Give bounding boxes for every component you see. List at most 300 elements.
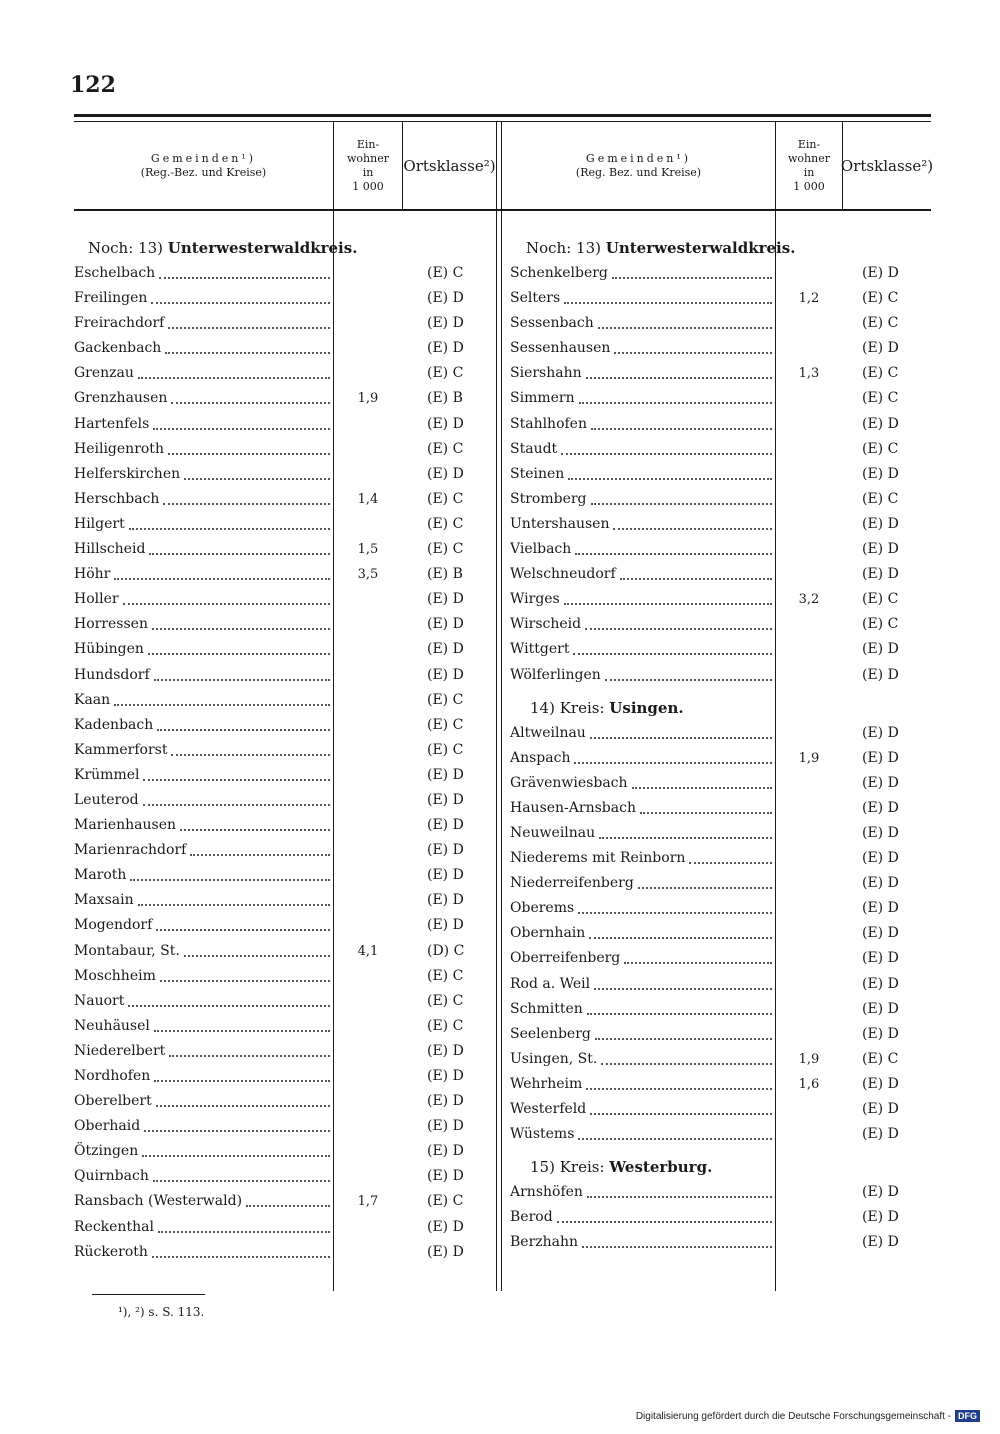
table-header-rule	[74, 209, 931, 211]
table-row	[510, 921, 930, 946]
ortsklasse-value: (E) D	[427, 641, 464, 658]
ortsklasse-value: (E) C	[427, 741, 464, 758]
ortsklasse-value: (E) C	[427, 365, 464, 382]
gemeinde-cell	[510, 796, 772, 821]
table-row	[74, 813, 494, 838]
gemeinde-cell	[74, 311, 330, 336]
dot-leader	[151, 301, 330, 304]
gemeinde-cell	[510, 512, 772, 537]
dot-leader	[614, 351, 772, 354]
gemeinde-name: Hillscheid	[74, 537, 149, 562]
ortsklasse-value: (E) C	[862, 365, 899, 382]
table-row	[510, 871, 930, 896]
dot-leader	[564, 301, 772, 304]
dot-leader	[152, 1255, 330, 1258]
table-row	[74, 487, 494, 512]
gemeinde-name: Ransbach (Westerwald)	[74, 1189, 246, 1214]
dot-leader	[605, 678, 772, 681]
gemeinde-cell	[74, 939, 330, 964]
table-row	[510, 1205, 930, 1230]
table-row	[74, 562, 494, 587]
dot-leader	[578, 911, 772, 914]
gemeinde-name: Niederelbert	[74, 1039, 169, 1064]
ortsklasse-value: (E) D	[862, 850, 899, 867]
table-row	[510, 612, 930, 637]
table-row	[510, 972, 930, 997]
footnote: ¹), ²) s. S. 113.	[118, 1305, 205, 1319]
dot-leader	[149, 552, 330, 555]
gemeinde-cell	[510, 921, 772, 946]
table-row	[510, 361, 930, 386]
dfg-logo: DFG	[955, 1410, 980, 1422]
einwohner-value: 1,7	[357, 1194, 379, 1210]
ortsklasse-value: (E) C	[427, 440, 464, 457]
section-prefix: 15) Kreis:	[530, 1158, 605, 1177]
table-row	[74, 361, 494, 386]
dot-leader	[689, 861, 772, 864]
gemeinde-name: Herschbach	[74, 487, 163, 512]
gemeinde-cell	[510, 972, 772, 997]
gemeinde-cell	[510, 311, 772, 336]
table-row	[74, 637, 494, 662]
gemeinde-name: Steinen	[510, 462, 568, 487]
gemeinde-name: Arnshöfen	[510, 1180, 587, 1205]
dot-leader	[613, 527, 772, 530]
gemeinde-name: Kammerforst	[74, 738, 171, 763]
gemeinde-name: Holler	[74, 587, 123, 612]
gemeinde-name: Höhr	[74, 562, 114, 587]
table-row	[510, 663, 930, 688]
ortsklasse-value: (E) C	[862, 315, 899, 332]
gemeinde-cell	[74, 412, 330, 437]
dot-leader	[184, 954, 330, 957]
gemeinde-name: Eschelbach	[74, 261, 159, 286]
dot-leader	[585, 627, 772, 630]
ortsklasse-value: (E) C	[427, 515, 464, 532]
gemeinde-name: Hartenfels	[74, 412, 153, 437]
dot-leader	[168, 452, 330, 455]
ortsklasse-value: (E) D	[862, 925, 899, 942]
table-row	[510, 462, 930, 487]
table-row	[74, 1139, 494, 1164]
ortsklasse-value: (E) D	[427, 791, 464, 808]
ortsklasse-value: (E) D	[427, 1218, 464, 1235]
einwohner-value: 1,6	[798, 1076, 820, 1092]
ortsklasse-value: (E) C	[862, 591, 899, 608]
table-row	[510, 386, 930, 411]
gemeinde-name: Grenzau	[74, 361, 138, 386]
gemeinde-name: Oberreifenberg	[510, 946, 624, 971]
einwohner-value: 1,9	[357, 391, 379, 407]
dot-leader	[589, 936, 772, 939]
left-column	[74, 236, 494, 1265]
gemeinde-cell	[510, 286, 772, 311]
table-row	[74, 1240, 494, 1265]
ortsklasse-value: (E) D	[427, 616, 464, 633]
section-title	[510, 696, 930, 721]
ortsklasse-value: (E) D	[862, 265, 899, 281]
table-row	[510, 1047, 930, 1072]
gemeinde-name: Schmitten	[510, 997, 587, 1022]
ortsklasse-value: (E) D	[862, 1025, 899, 1042]
credit-text: Digitalisierung gefördert durch die Deutsche Forschungsgemeinschaft -	[635, 1410, 951, 1422]
gemeinde-cell	[74, 663, 330, 688]
dot-leader	[573, 652, 772, 655]
table-row	[510, 846, 930, 871]
ortsklasse-value: (E) D	[427, 1118, 464, 1135]
table-row	[510, 537, 930, 562]
table-row	[74, 311, 494, 336]
ortsklasse-value: (E) D	[427, 1042, 464, 1059]
ortsklasse-value: (E) C	[862, 440, 899, 457]
dot-leader	[143, 803, 330, 806]
ortsklasse-value: (E) D	[427, 1143, 464, 1160]
dot-leader	[129, 527, 330, 530]
gemeinde-cell	[510, 1205, 772, 1230]
gemeinde-cell	[74, 437, 330, 462]
gemeinde-name: Kadenbach	[74, 713, 157, 738]
ortsklasse-value: (E) C	[427, 967, 464, 984]
dot-leader	[587, 1195, 772, 1198]
gemeinde-name: Niederreifenberg	[510, 871, 638, 896]
ortsklasse-value: (E) C	[862, 1050, 899, 1067]
gemeinde-name: Niederems mit Reinborn	[510, 846, 689, 871]
dot-leader	[568, 477, 772, 480]
ortsklasse-value: (E) D	[862, 340, 899, 357]
section-name: Unterwesterwaldkreis.	[605, 239, 796, 257]
gemeinde-cell	[510, 261, 772, 286]
table-row	[74, 939, 494, 964]
table-row	[510, 896, 930, 921]
gemeinde-name: Anspach	[510, 746, 574, 771]
dot-leader	[168, 326, 330, 329]
gemeinde-cell	[510, 386, 772, 411]
ortsklasse-value: (E) D	[862, 774, 899, 791]
gemeinde-cell	[74, 813, 330, 838]
einwohner-value: 1,4	[357, 491, 379, 507]
gemeinde-name: Hübingen	[74, 637, 148, 662]
gemeinde-cell	[74, 512, 330, 537]
dot-leader	[157, 728, 330, 731]
digitization-credit	[636, 1410, 980, 1422]
table-row	[74, 286, 494, 311]
gemeinde-name: Heiligenroth	[74, 437, 168, 462]
gemeinde-name: Hausen-Arnsbach	[510, 796, 640, 821]
einwohner-value: 4,1	[357, 943, 379, 959]
ortsklasse-value: (E) D	[862, 950, 899, 967]
dot-leader	[590, 736, 772, 739]
table-row	[510, 286, 930, 311]
dot-leader	[142, 1154, 330, 1157]
gemeinde-cell	[510, 537, 772, 562]
dot-leader	[180, 828, 330, 831]
dot-leader	[156, 928, 330, 931]
gemeinde-name: Leuterod	[74, 788, 143, 813]
gemeinde-cell	[510, 1230, 772, 1255]
table-row	[510, 587, 930, 612]
gemeinde-cell	[510, 1180, 772, 1205]
dot-leader	[601, 1062, 772, 1065]
table-row	[74, 964, 494, 989]
gemeinde-cell	[510, 1022, 772, 1047]
gemeinde-cell	[74, 487, 330, 512]
gemeinde-cell	[510, 1097, 772, 1122]
gemeinde-cell	[74, 1139, 330, 1164]
ortsklasse-value: (E) C	[862, 490, 899, 507]
gemeinde-cell	[510, 587, 772, 612]
dot-leader	[154, 1079, 330, 1082]
ortsklasse-value: (E) D	[427, 1243, 464, 1260]
ortsklasse-value: (E) D	[862, 541, 899, 558]
gemeinde-cell	[510, 821, 772, 846]
einwohner-value: 1,3	[798, 366, 820, 382]
dot-leader	[640, 811, 772, 814]
header-gemeinden-right	[502, 122, 775, 209]
gemeinde-cell	[510, 487, 772, 512]
table-row	[74, 537, 494, 562]
gemeinde-cell	[510, 896, 772, 921]
gemeinde-cell	[510, 412, 772, 437]
ortsklasse-value: (E) D	[862, 515, 899, 532]
header-gemeinden-sub-right: (Reg. Bez. und Kreise)	[575, 165, 702, 179]
header-einwohner-r-l4: 1 000	[793, 179, 825, 193]
gemeinde-cell	[74, 1189, 330, 1214]
ortsklasse-value: (E) D	[427, 892, 464, 909]
gemeinde-name: Untershausen	[510, 512, 613, 537]
gemeinde-cell	[510, 746, 772, 771]
dot-leader	[158, 1230, 330, 1233]
ortsklasse-value: (E) D	[427, 867, 464, 884]
table-row	[510, 1072, 930, 1097]
ortsklasse-value: (E) D	[862, 824, 899, 841]
gemeinde-cell	[74, 261, 330, 286]
ortsklasse-value: (E) D	[862, 975, 899, 992]
ortsklasse-value: (E) D	[862, 641, 899, 658]
gemeinde-name: Rod a. Weil	[510, 972, 594, 997]
gemeinde-name: Stahlhofen	[510, 412, 591, 437]
ortsklasse-value: (E) D	[862, 1075, 899, 1092]
dot-leader	[148, 652, 330, 655]
gemeinde-name: Westerfeld	[510, 1097, 590, 1122]
table-row	[74, 1064, 494, 1089]
ortsklasse-value: (E) C	[427, 716, 464, 733]
dot-leader	[138, 903, 330, 906]
gemeinde-name: Nauort	[74, 989, 128, 1014]
gemeinde-cell	[510, 946, 772, 971]
gemeinde-cell	[510, 462, 772, 487]
gemeinde-name: Wirges	[510, 587, 564, 612]
table-row	[510, 821, 930, 846]
table-row	[510, 487, 930, 512]
dot-leader	[586, 376, 772, 379]
dot-leader	[152, 627, 330, 630]
table-row	[74, 688, 494, 713]
einwohner-value: 3,5	[357, 567, 379, 583]
ortsklasse-value: (D) C	[427, 942, 465, 959]
dot-leader	[578, 1137, 772, 1140]
gemeinde-cell	[74, 1089, 330, 1114]
ortsklasse-value: (E) C	[862, 390, 899, 407]
ortsklasse-value: (E) C	[427, 691, 464, 708]
table-row	[510, 796, 930, 821]
table-row	[510, 997, 930, 1022]
right-rows-1	[510, 261, 930, 688]
dot-leader	[143, 778, 330, 781]
ortsklasse-value: (E) D	[862, 1126, 899, 1143]
ortsklasse-value: (E) D	[862, 749, 899, 766]
gemeinde-cell	[74, 1164, 330, 1189]
gemeinde-cell	[510, 637, 772, 662]
dot-leader	[582, 1245, 772, 1248]
ortsklasse-value: (E) D	[862, 1101, 899, 1117]
gemeinde-name: Kaan	[74, 688, 114, 713]
header-gemeinden-title-right: Gemeinden¹)	[585, 151, 692, 165]
dot-leader	[156, 1104, 330, 1107]
dot-leader	[128, 1004, 330, 1007]
gemeinde-cell	[510, 721, 772, 746]
dot-leader	[590, 1112, 772, 1115]
table-row	[74, 1189, 494, 1214]
ortsklasse-value: (E) D	[862, 875, 899, 892]
table-row	[74, 738, 494, 763]
gemeinde-name: Seelenberg	[510, 1022, 595, 1047]
section-name: Usingen.	[609, 698, 684, 717]
gemeinde-cell	[74, 612, 330, 637]
dot-leader	[165, 351, 330, 354]
table-row	[74, 612, 494, 637]
gemeinde-name: Schenkelberg	[510, 261, 612, 286]
table-row	[74, 663, 494, 688]
gemeinde-name: Montabaur, St.	[74, 939, 184, 964]
table-row	[510, 1022, 930, 1047]
ortsklasse-value: (E) D	[427, 766, 464, 783]
dot-leader	[153, 1179, 330, 1182]
header-gemeinden-sub: (Reg.-Bez. und Kreise)	[140, 165, 267, 179]
ortsklasse-value: (E) D	[427, 415, 464, 432]
table-row	[510, 1122, 930, 1147]
gemeinde-cell	[510, 663, 772, 688]
gemeinde-name: Sessenhausen	[510, 336, 614, 361]
ortsklasse-value: (E) D	[427, 666, 464, 683]
dot-leader	[595, 1037, 772, 1040]
section-title	[74, 236, 494, 261]
gemeinde-name: Helferskirchen	[74, 462, 184, 487]
table-row	[74, 512, 494, 537]
gemeinde-cell	[510, 437, 772, 462]
table-row	[510, 771, 930, 796]
table-row	[510, 437, 930, 462]
gemeinde-name: Berod	[510, 1205, 557, 1230]
gemeinde-cell	[74, 688, 330, 713]
table-row	[510, 336, 930, 361]
gemeinde-name: Ötzingen	[74, 1139, 142, 1164]
table-row	[510, 721, 930, 746]
table-row	[74, 462, 494, 487]
section-gap	[510, 1147, 930, 1155]
gemeinde-name: Hundsdorf	[74, 663, 154, 688]
dot-leader	[130, 878, 330, 881]
dot-leader	[579, 401, 772, 404]
gemeinde-name: Hilgert	[74, 512, 129, 537]
header-einwohner-r-l1: Ein-	[797, 137, 821, 151]
table-row	[510, 562, 930, 587]
dot-leader	[123, 602, 330, 605]
gemeinde-cell	[74, 838, 330, 863]
dot-leader	[632, 786, 772, 789]
gemeinde-name: Freilingen	[74, 286, 151, 311]
table-row	[74, 989, 494, 1014]
gemeinde-cell	[510, 997, 772, 1022]
gemeinde-cell	[510, 361, 772, 386]
ortsklasse-value: (E) D	[427, 591, 464, 608]
table-row	[74, 913, 494, 938]
dot-leader	[574, 761, 772, 764]
gemeinde-name: Vielbach	[510, 537, 575, 562]
table-row	[74, 587, 494, 612]
table-row	[74, 437, 494, 462]
dot-leader	[575, 552, 772, 555]
header-einwohner-r-l2: wohner	[788, 151, 830, 165]
ortsklasse-value: (E) D	[427, 465, 464, 482]
gemeinde-cell	[74, 1114, 330, 1139]
ortsklasse-value: (E) D	[862, 465, 899, 482]
gemeinde-name: Grävenwiesbach	[510, 771, 632, 796]
table-row	[510, 1180, 930, 1205]
gemeinde-name: Oberems	[510, 896, 578, 921]
gemeinde-cell	[74, 913, 330, 938]
table-row	[74, 1014, 494, 1039]
gemeinde-cell	[74, 738, 330, 763]
dot-leader	[638, 886, 772, 889]
einwohner-value: 1,5	[357, 542, 379, 558]
dot-leader	[153, 427, 330, 430]
gemeinde-name: Simmern	[510, 386, 579, 411]
dot-leader	[144, 1129, 330, 1132]
gemeinde-name: Welschneudorf	[510, 562, 620, 587]
section-title	[510, 236, 930, 261]
gemeinde-cell	[74, 286, 330, 311]
gemeinde-name: Wittgert	[510, 637, 573, 662]
table-row	[510, 1230, 930, 1255]
dot-leader	[114, 577, 330, 580]
dot-leader	[190, 853, 330, 856]
ortsklasse-value: (E) D	[427, 340, 464, 357]
table-row	[510, 1097, 930, 1122]
ortsklasse-value: (E) C	[427, 1193, 464, 1210]
section-gap	[510, 688, 930, 696]
table-row	[74, 1089, 494, 1114]
ortsklasse-value: (E) D	[862, 724, 899, 741]
ortsklasse-value: (E) C	[862, 616, 899, 633]
ortsklasse-value: (E) B	[427, 390, 463, 407]
gemeinde-cell	[510, 846, 772, 871]
gemeinde-cell	[74, 462, 330, 487]
ortsklasse-value: (E) C	[427, 490, 464, 507]
header-einwohner	[334, 122, 402, 209]
gemeinde-name: Reckenthal	[74, 1215, 158, 1240]
table-row	[74, 386, 494, 411]
header-ortsklasse-right	[840, 122, 934, 209]
dot-leader	[612, 276, 772, 279]
section-prefix: Noch: 13)	[526, 239, 601, 257]
gemeinde-name: Wölferlingen	[510, 663, 605, 688]
gemeinde-cell	[74, 361, 330, 386]
ortsklasse-value: (E) D	[427, 842, 464, 859]
dot-leader	[587, 1012, 772, 1015]
header-einwohner-r-l3: in	[803, 165, 815, 179]
dot-leader	[160, 979, 330, 982]
page-number: 122	[70, 72, 116, 98]
